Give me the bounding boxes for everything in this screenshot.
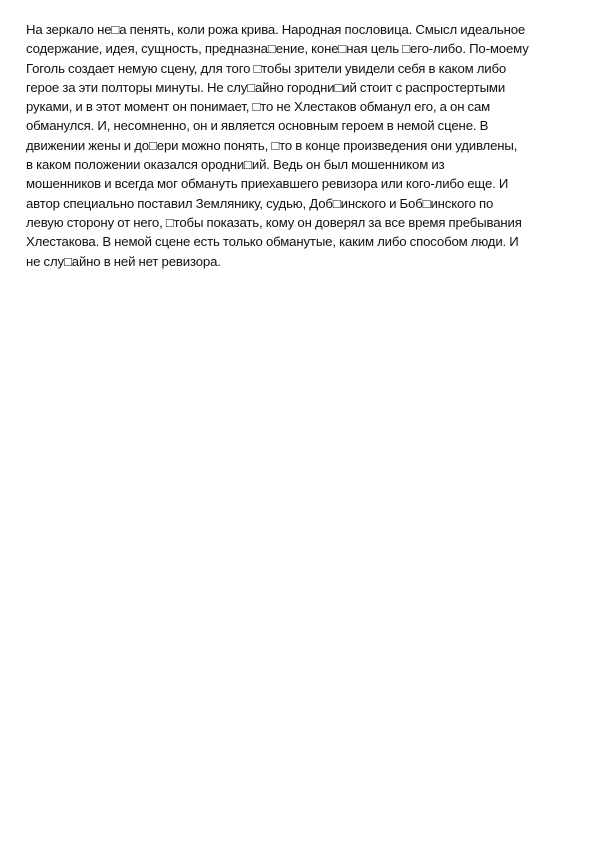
text-line-4: герое за эти полторы минуты. Не слу□айно городни□ий стоит с распростертыми [26, 79, 506, 95]
text-line-3: Гоголь создает немую сцену, для того □тобы зрители увидели себя в каком либо [26, 60, 507, 76]
text-line-10: автор специально поставил Землянику, судью, Доб□инского и Боб□инского по [26, 195, 494, 211]
text-line-11: левую сторону от него, □тобы показать, кому он доверял за все время пребывания [26, 214, 522, 230]
text-line-5: руками, и в этот момент он понимает, □то не Хлестаков обманул его, а он сам [26, 99, 491, 115]
text-line-8: в каком положении оказался ородни□ий. Ведь он был мошенником из [26, 157, 445, 173]
essay-paragraph [26, 20, 574, 271]
text-line-13: не слу□айно в ней нет ревизора. [26, 253, 221, 269]
text-line-6: обманулся. И, несомненно, он и является основным героем в немой сцене. В [26, 118, 489, 134]
text-line-7: движении жены и до□ери можно понять, □то в конце произведения они удивлены, [26, 137, 518, 153]
text-line-2: содержание, идея, сущность, предназна□ение, коне□ная цель □его-либо. По-моему [26, 41, 529, 57]
text-line-12: Хлестакова. В немой сцене есть только обманутые, каким либо способом люди. И [26, 234, 519, 250]
text-line-9: мошенников и всегда мог обмануть приехавшего ревизора или кого-либо еще. И [26, 176, 509, 192]
text-line-1: На зеркало не□а пенять, коли рожа крива. Народная пословица. Смысл идеальное [26, 22, 526, 37]
